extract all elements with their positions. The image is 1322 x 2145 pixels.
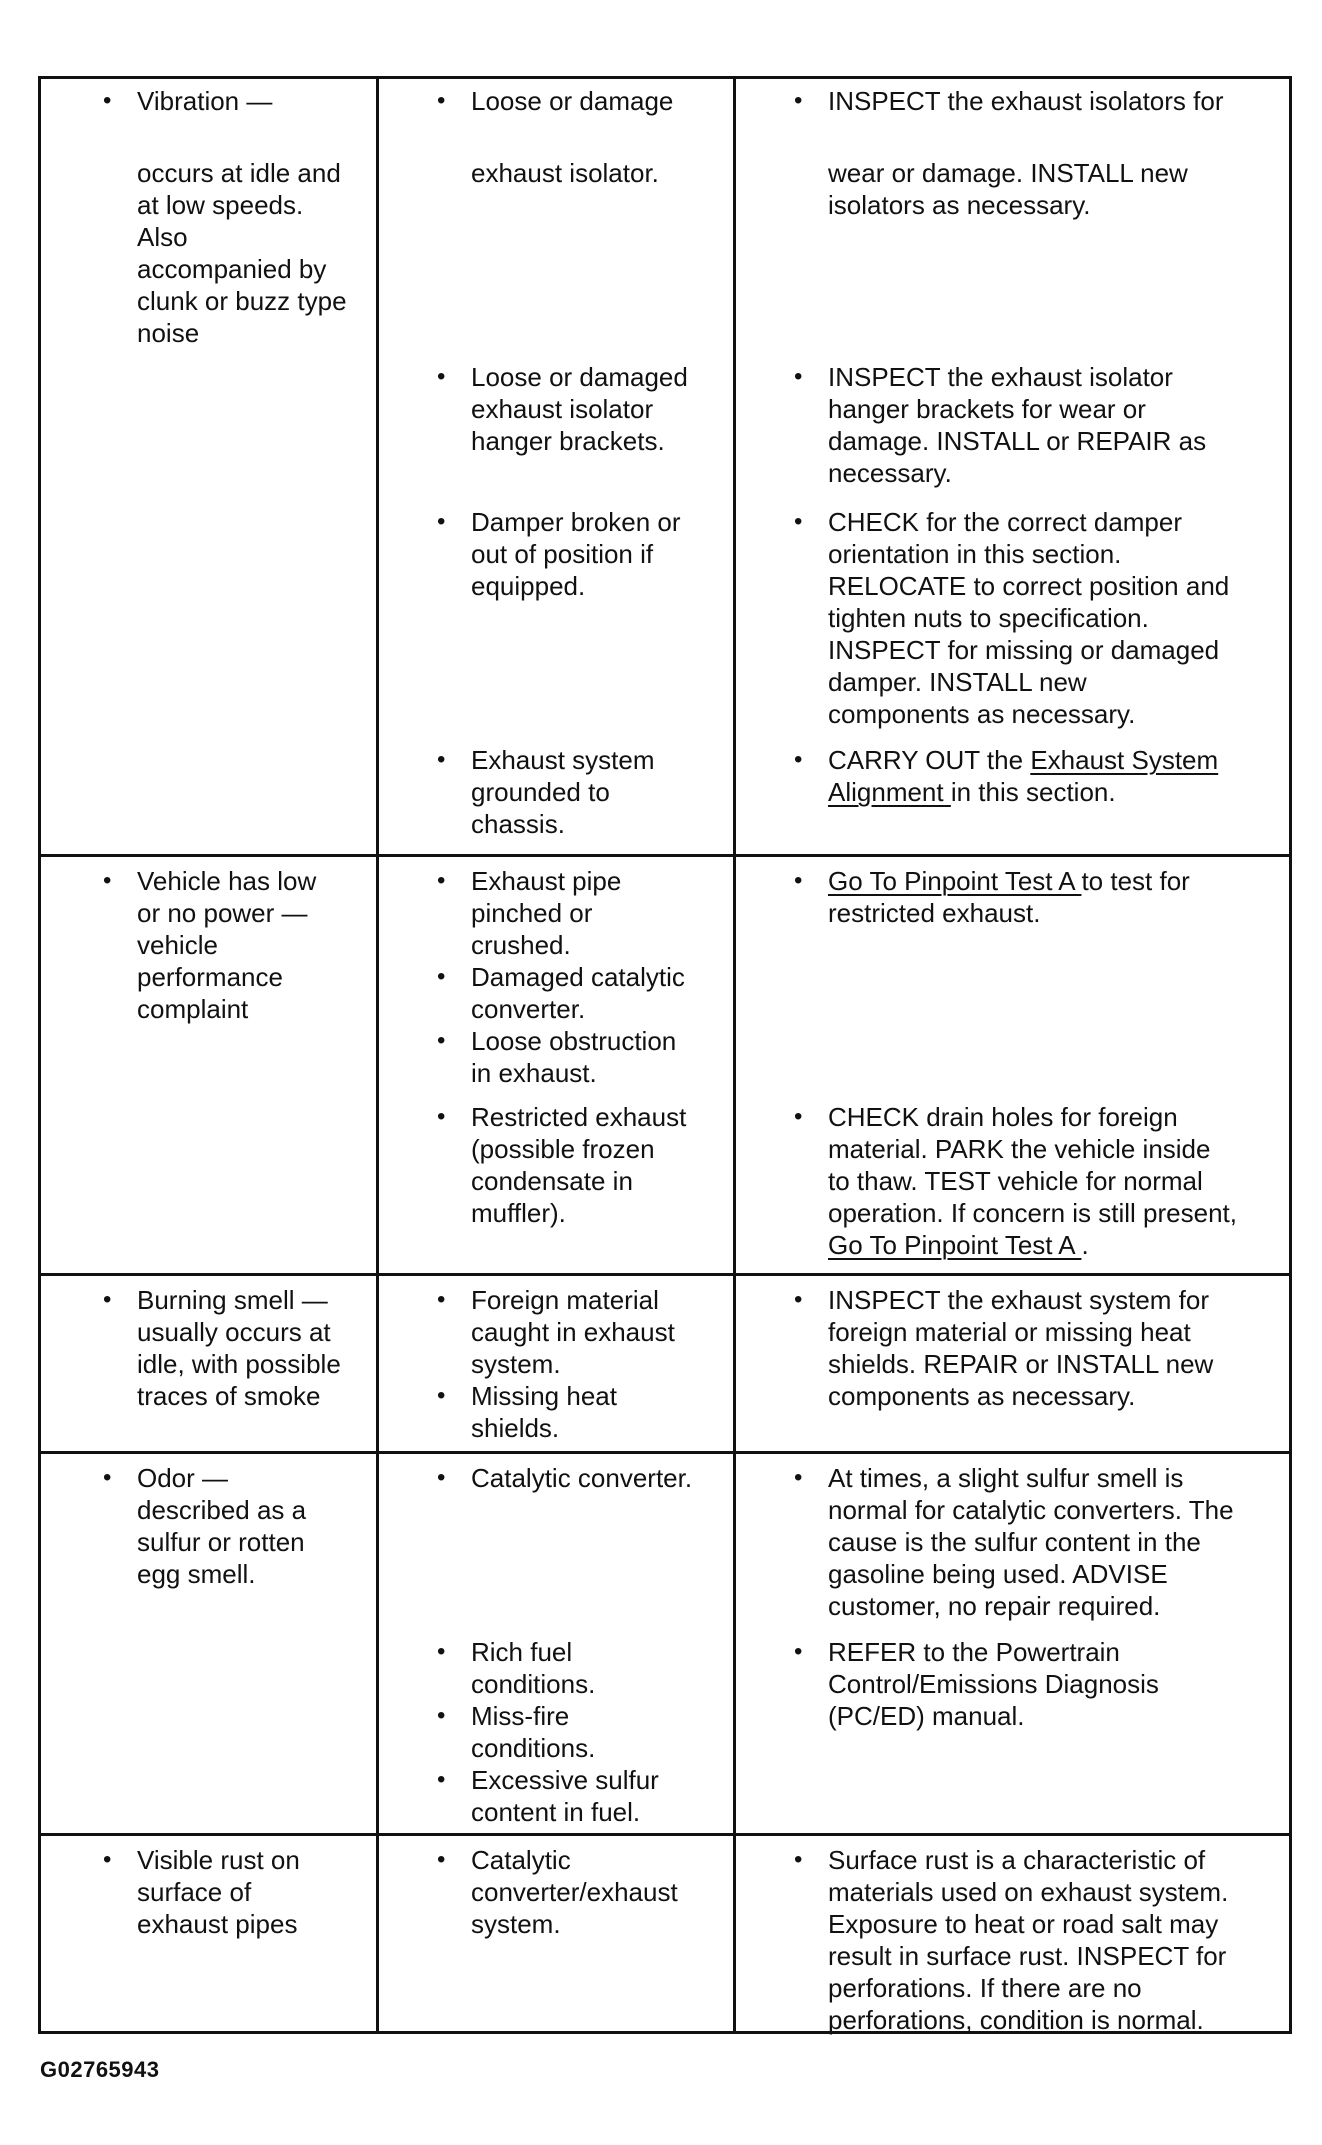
cause-item bbox=[471, 1462, 733, 1494]
action-line: • INSPECT the exhaust isolator bbox=[828, 362, 1173, 392]
pinpoint-test-a-link[interactable]: Go To Pinpoint Test A bbox=[828, 1230, 1082, 1260]
cause-line: • Rich fuel bbox=[471, 1637, 573, 1667]
action-item bbox=[828, 506, 1290, 730]
symptom-line: described as a bbox=[137, 1495, 307, 1525]
symptom-line: • Odor — bbox=[137, 1463, 229, 1493]
action-line: cause is the sulfur content in the bbox=[828, 1527, 1201, 1557]
cause-item-continued bbox=[471, 157, 733, 189]
action-line: Exposure to heat or road salt may bbox=[828, 1909, 1219, 1939]
symptom-line: Also bbox=[137, 222, 188, 252]
cause-line: grounded to bbox=[471, 777, 610, 807]
action-line: • INSPECT the exhaust isolators for bbox=[828, 86, 1224, 116]
symptom-cell bbox=[41, 1836, 379, 2031]
cause-item bbox=[471, 85, 733, 117]
symptom-line: accompanied by bbox=[137, 254, 327, 284]
symptom-line: or no power — bbox=[137, 898, 308, 928]
symptom-line: vehicle bbox=[137, 930, 218, 960]
action-line: material. PARK the vehicle inside bbox=[828, 1134, 1211, 1164]
cause-line: • Exhaust system bbox=[471, 745, 655, 775]
symptom-cell bbox=[41, 1454, 379, 1833]
action-line: foreign material or missing heat bbox=[828, 1317, 1191, 1347]
action-line: operation. If concern is still present, bbox=[828, 1198, 1237, 1228]
figure-id-label: G02765943 bbox=[40, 2057, 160, 2082]
cause-item bbox=[471, 744, 733, 840]
exhaust-system-alignment-link-continued[interactable]: Alignment bbox=[828, 777, 951, 807]
diagnosis-table bbox=[38, 76, 1292, 2034]
cause-item bbox=[471, 865, 733, 961]
action-text: in this section. bbox=[950, 777, 1116, 807]
cause-line: hanger brackets. bbox=[471, 426, 665, 456]
symptom-item bbox=[137, 1284, 373, 1412]
cause-item bbox=[471, 506, 733, 602]
exhaust-system-alignment-link[interactable]: Exhaust System bbox=[1030, 745, 1219, 775]
action-line: result in surface rust. INSPECT for bbox=[828, 1941, 1227, 1971]
action-item-continued bbox=[828, 157, 1290, 221]
action-line: perforations, condition is normal. bbox=[828, 2005, 1204, 2035]
symptom-line: idle, with possible bbox=[137, 1349, 341, 1379]
action-item bbox=[828, 744, 1290, 808]
action-text: to test for bbox=[1081, 866, 1190, 896]
symptom-item bbox=[137, 85, 373, 117]
action-cell bbox=[736, 1276, 1289, 1451]
symptom-item bbox=[137, 1844, 373, 1940]
cause-line: conditions. bbox=[471, 1669, 596, 1699]
action-item bbox=[828, 1101, 1290, 1261]
cause-item bbox=[471, 1700, 733, 1764]
cause-line: condensate in bbox=[471, 1166, 633, 1196]
cause-item bbox=[471, 1025, 733, 1089]
cause-line: caught in exhaust bbox=[471, 1317, 675, 1347]
cause-item bbox=[471, 1101, 733, 1229]
symptom-line: • Vibration — bbox=[137, 86, 273, 116]
cause-line: • Loose or damage bbox=[471, 86, 674, 116]
action-cell bbox=[736, 857, 1289, 1273]
action-line: perforations. If there are no bbox=[828, 1973, 1142, 2003]
action-item bbox=[828, 1284, 1290, 1412]
symptom-line: • Vehicle has low bbox=[137, 866, 317, 896]
action-line: orientation in this section. bbox=[828, 539, 1122, 569]
action-item bbox=[828, 1462, 1290, 1622]
action-line: Control/Emissions Diagnosis bbox=[828, 1669, 1159, 1699]
action-line: • CHECK for the correct damper bbox=[828, 507, 1183, 537]
action-line: tighten nuts to specification. bbox=[828, 603, 1149, 633]
cause-line: muffler). bbox=[471, 1198, 566, 1228]
cause-item bbox=[471, 1380, 733, 1444]
symptom-line: • Visible rust on bbox=[137, 1845, 300, 1875]
action-line: gasoline being used. ADVISE bbox=[828, 1559, 1168, 1589]
cause-line: converter. bbox=[471, 994, 586, 1024]
action-line: shields. REPAIR or INSTALL new bbox=[828, 1349, 1214, 1379]
action-line: isolators as necessary. bbox=[828, 190, 1091, 220]
cause-line: crushed. bbox=[471, 930, 571, 960]
action-line bbox=[828, 865, 1290, 897]
cause-line: pinched or bbox=[471, 898, 593, 928]
symptom-line: noise bbox=[137, 318, 200, 348]
action-item bbox=[828, 1844, 1290, 2036]
cause-line: system. bbox=[471, 1349, 561, 1379]
table-row-low-power bbox=[41, 857, 1289, 1276]
action-line: • REFER to the Powertrain bbox=[828, 1637, 1120, 1667]
cause-line: • Catalytic converter. bbox=[471, 1463, 693, 1493]
cause-line: • Damaged catalytic bbox=[471, 962, 685, 992]
symptom-line: surface of bbox=[137, 1877, 252, 1907]
table-row-odor bbox=[41, 1454, 1289, 1836]
cause-item bbox=[471, 1284, 733, 1380]
cause-line: • Miss-fire bbox=[471, 1701, 570, 1731]
symptom-line: complaint bbox=[137, 994, 249, 1024]
cause-line: • Catalytic bbox=[471, 1845, 571, 1875]
action-line: RELOCATE to correct position and bbox=[828, 571, 1230, 601]
action-line: • Surface rust is a characteristic of bbox=[828, 1845, 1206, 1875]
action-line: normal for catalytic converters. The bbox=[828, 1495, 1234, 1525]
action-text: CARRY OUT the bbox=[828, 745, 1031, 775]
action-line: necessary. bbox=[828, 458, 952, 488]
symptom-cell bbox=[41, 857, 379, 1273]
action-line: • CHECK drain holes for foreign bbox=[828, 1102, 1178, 1132]
cause-cell bbox=[379, 857, 736, 1273]
action-item bbox=[828, 85, 1290, 117]
table-row-vibration bbox=[41, 79, 1289, 857]
cause-item bbox=[471, 1844, 733, 1940]
cause-cell bbox=[379, 79, 736, 854]
symptom-item bbox=[137, 865, 373, 1025]
table-row-burning-smell bbox=[41, 1276, 1289, 1454]
action-line: to thaw. TEST vehicle for normal bbox=[828, 1166, 1203, 1196]
cause-line: out of position if bbox=[471, 539, 654, 569]
symptom-line: sulfur or rotten bbox=[137, 1527, 305, 1557]
symptom-line: performance bbox=[137, 962, 283, 992]
cause-item bbox=[471, 1764, 733, 1828]
symptom-cell bbox=[41, 79, 379, 854]
action-item bbox=[828, 361, 1290, 489]
action-cell bbox=[736, 79, 1289, 854]
symptom-line: occurs at idle and bbox=[137, 158, 341, 188]
cause-cell bbox=[379, 1454, 736, 1833]
cause-line: converter/exhaust bbox=[471, 1877, 678, 1907]
action-line: wear or damage. INSTALL new bbox=[828, 158, 1188, 188]
symptom-line: traces of smoke bbox=[137, 1381, 321, 1411]
cause-line: conditions. bbox=[471, 1733, 596, 1763]
symptom-line: at low speeds. bbox=[137, 190, 304, 220]
cause-cell bbox=[379, 1836, 736, 2031]
action-line: (PC/ED) manual. bbox=[828, 1701, 1025, 1731]
cause-line: • Missing heat bbox=[471, 1381, 617, 1411]
action-item bbox=[828, 1636, 1290, 1732]
action-line: components as necessary. bbox=[828, 1381, 1136, 1411]
cause-line: content in fuel. bbox=[471, 1797, 641, 1827]
action-text: . bbox=[1081, 1230, 1089, 1260]
cause-line: (possible frozen bbox=[471, 1134, 655, 1164]
action-line: materials used on exhaust system. bbox=[828, 1877, 1229, 1907]
cause-line: shields. bbox=[471, 1413, 560, 1443]
action-line: INSPECT for missing or damaged bbox=[828, 635, 1220, 665]
action-cell bbox=[736, 1454, 1289, 1833]
cause-line: chassis. bbox=[471, 809, 565, 839]
cause-line: equipped. bbox=[471, 571, 586, 601]
action-line: • INSPECT the exhaust system for bbox=[828, 1285, 1209, 1315]
cause-item bbox=[471, 1636, 733, 1700]
action-line: • At times, a slight sulfur smell is bbox=[828, 1463, 1184, 1493]
symptom-cell bbox=[41, 1276, 379, 1451]
symptom-line: egg smell. bbox=[137, 1559, 256, 1589]
action-item bbox=[828, 865, 1290, 929]
pinpoint-test-a-link[interactable]: Go To Pinpoint Test A bbox=[828, 866, 1082, 896]
cause-line: • Damper broken or bbox=[471, 507, 681, 537]
cause-cell bbox=[379, 1276, 736, 1451]
cause-line: exhaust isolator. bbox=[471, 158, 659, 188]
cause-line: • Exhaust pipe bbox=[471, 866, 622, 896]
symptom-line: exhaust pipes bbox=[137, 1909, 298, 1939]
cause-line: system. bbox=[471, 1909, 561, 1939]
action-line: hanger brackets for wear or bbox=[828, 394, 1146, 424]
action-line: customer, no repair required. bbox=[828, 1591, 1161, 1621]
symptom-line: clunk or buzz type bbox=[137, 286, 347, 316]
action-line: components as necessary. bbox=[828, 699, 1136, 729]
action-line: restricted exhaust. bbox=[828, 898, 1041, 928]
cause-item bbox=[471, 961, 733, 1025]
cause-line: • Restricted exhaust bbox=[471, 1102, 687, 1132]
symptom-line: • Burning smell — bbox=[137, 1285, 328, 1315]
action-cell bbox=[736, 1836, 1289, 2035]
cause-line: exhaust isolator bbox=[471, 394, 654, 424]
action-line: damage. INSTALL or REPAIR as bbox=[828, 426, 1207, 456]
action-line: damper. INSTALL new bbox=[828, 667, 1087, 697]
cause-line: • Loose obstruction bbox=[471, 1026, 677, 1056]
cause-item bbox=[471, 361, 733, 457]
cause-line: • Loose or damaged bbox=[471, 362, 688, 392]
table-row-visible-rust bbox=[41, 1836, 1289, 2035]
symptom-line: usually occurs at bbox=[137, 1317, 331, 1347]
action-line bbox=[828, 1229, 1290, 1261]
cause-line: in exhaust. bbox=[471, 1058, 597, 1088]
symptom-item-continued bbox=[137, 157, 373, 349]
cause-line: • Excessive sulfur bbox=[471, 1765, 659, 1795]
symptom-item bbox=[137, 1462, 373, 1590]
cause-line: • Foreign material bbox=[471, 1285, 659, 1315]
action-line bbox=[828, 744, 1290, 776]
action-line bbox=[828, 776, 1290, 808]
